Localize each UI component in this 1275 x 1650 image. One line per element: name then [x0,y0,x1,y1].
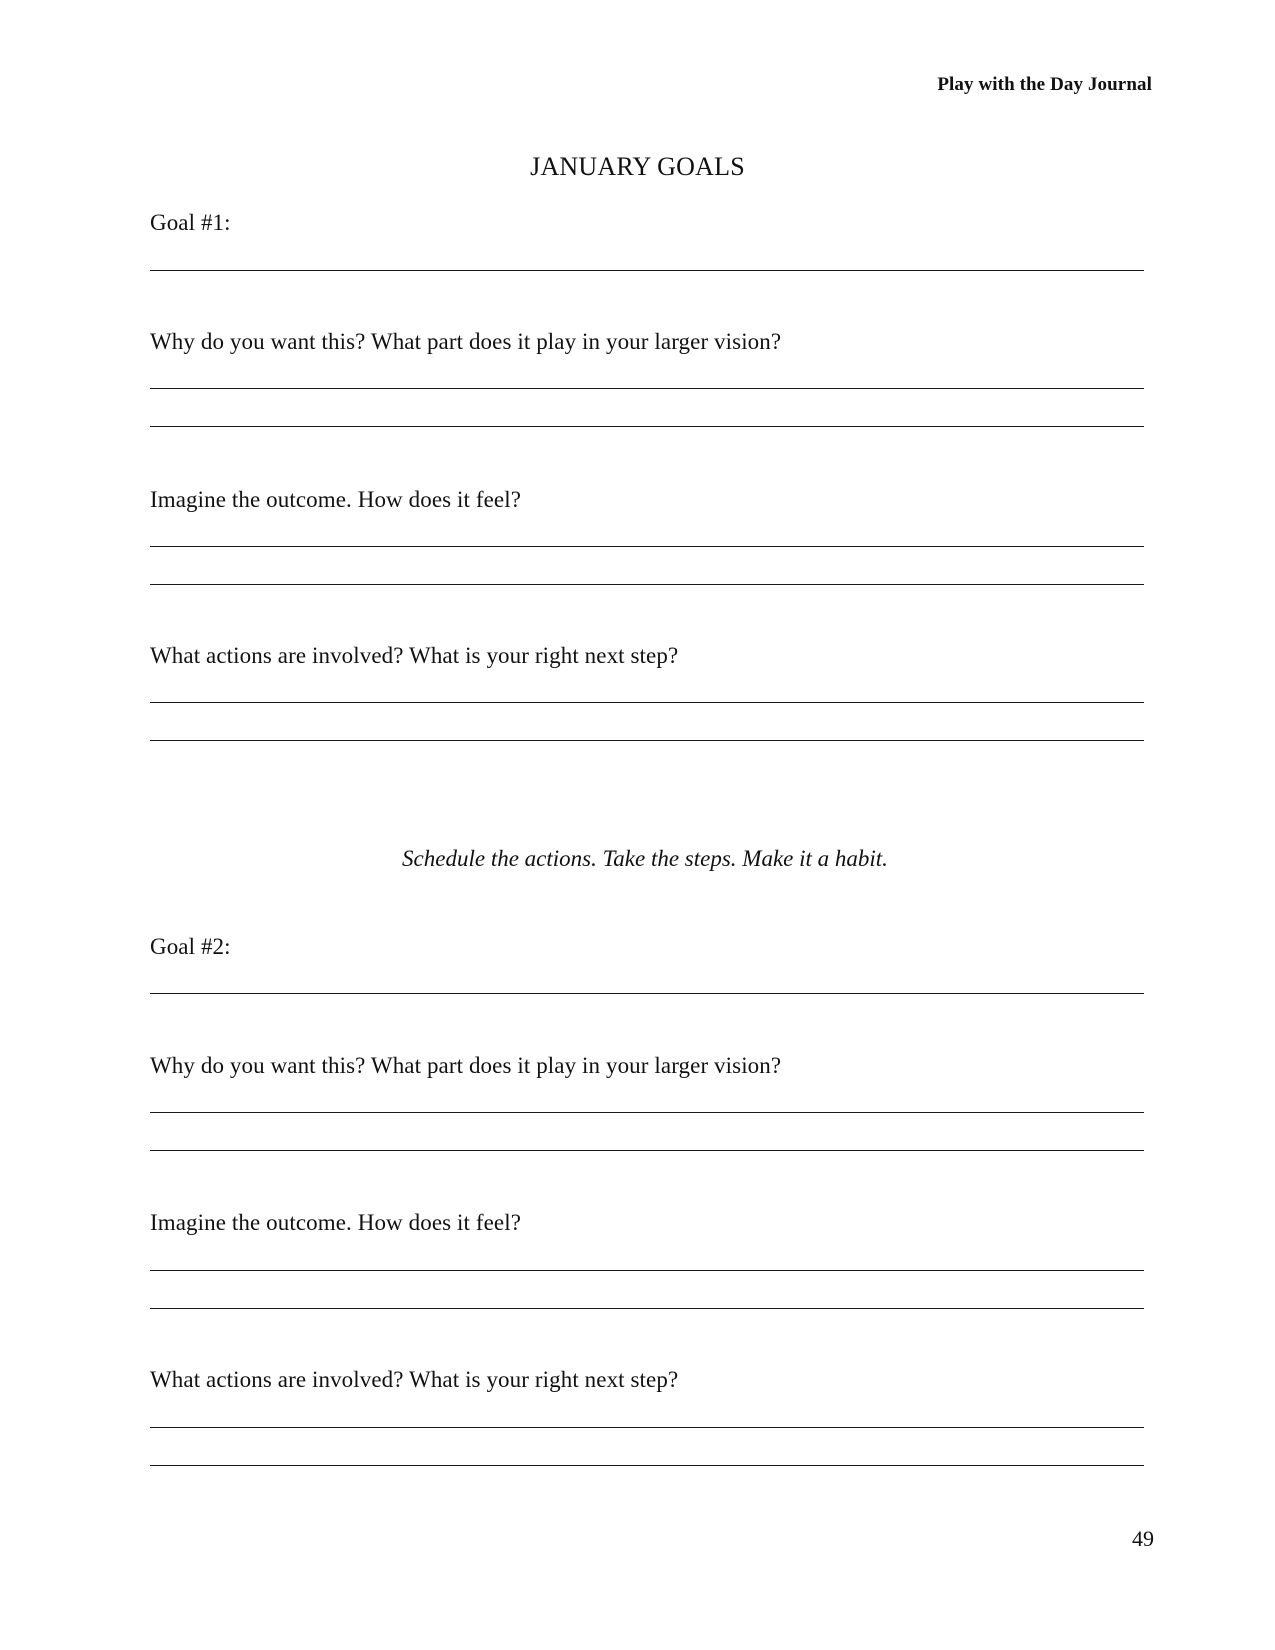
goal-1-why-line-1[interactable] [150,388,1144,389]
running-head: Play with the Day Journal [937,74,1152,95]
goal-2-actions-prompt: What actions are involved? What is your right next step? [150,1367,679,1392]
goal-1-imagine-line-1[interactable] [150,546,1144,547]
goal-2-imagine-line-1[interactable] [150,1270,1144,1271]
goal-1-answer-line[interactable] [150,270,1144,271]
goal-2-answer-line[interactable] [150,993,1144,994]
goal-1-imagine-prompt: Imagine the outcome. How does it feel? [150,487,522,512]
page-number: 49 [1132,1526,1154,1551]
goal-2-why-line-2[interactable] [150,1150,1144,1151]
goal-1-label: Goal #1: [150,210,231,235]
goal-2-actions-line-1[interactable] [150,1427,1144,1428]
goal-1-why-line-2[interactable] [150,426,1144,427]
goal-2-imagine-prompt: Imagine the outcome. How does it feel? [150,1210,522,1235]
goal-2-actions-line-2[interactable] [150,1465,1144,1466]
page-title: JANUARY GOALS [530,152,745,181]
goal-2-imagine-line-2[interactable] [150,1308,1144,1309]
goal-1-actions-line-2[interactable] [150,740,1144,741]
goal-1-imagine-line-2[interactable] [150,584,1144,585]
goal-2-label: Goal #2: [150,934,231,959]
goal-1-actions-line-1[interactable] [150,702,1144,703]
goal-1-why-prompt: Why do you want this? What part does it play in your larger vision? [150,329,782,354]
goal-2-why-line-1[interactable] [150,1112,1144,1113]
motto-text: Schedule the actions. Take the steps. Make it a habit. [402,846,888,871]
goal-1-actions-prompt: What actions are involved? What is your right next step? [150,643,679,668]
goal-2-why-prompt: Why do you want this? What part does it play in your larger vision? [150,1053,782,1078]
